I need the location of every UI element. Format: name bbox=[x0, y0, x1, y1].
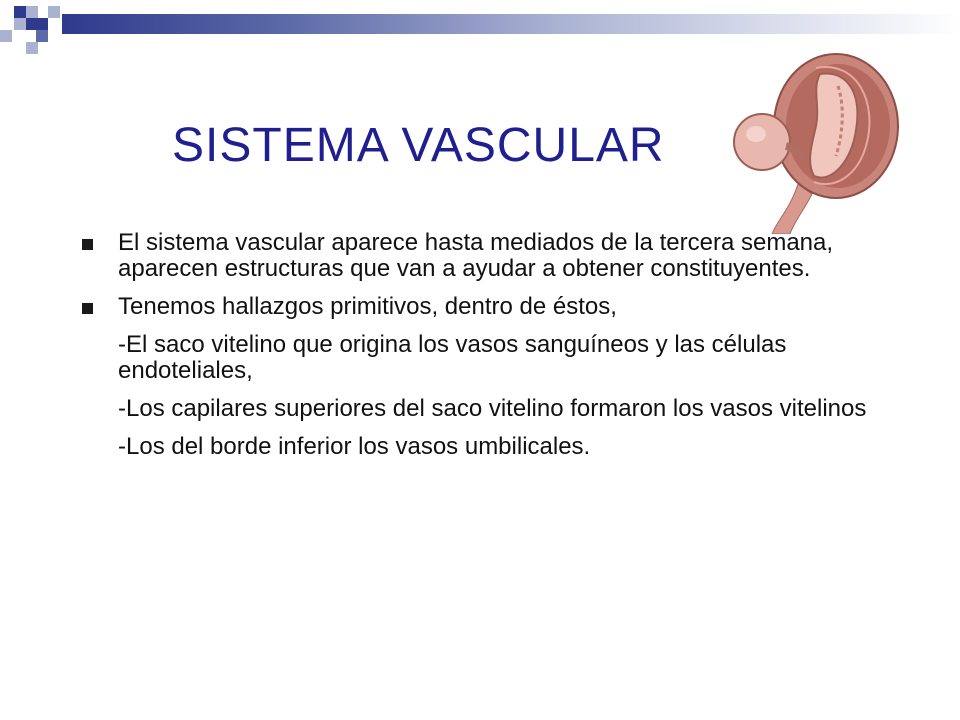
umbilical-stalk bbox=[772, 184, 812, 234]
sub-item-text: -El saco vitelino que origina los vasos sanguíneos y las células endoteliales, bbox=[118, 331, 787, 384]
embryo-illustration bbox=[728, 34, 902, 234]
sub-item bbox=[82, 434, 872, 460]
deco-square bbox=[26, 42, 38, 54]
bullet-text: El sistema vascular aparece hasta mediados de la tercera semana, aparecen estructuras que van a ayudar a obtener constituyentes. bbox=[118, 229, 834, 282]
yolk-sac bbox=[734, 114, 790, 170]
deco-square bbox=[36, 30, 48, 42]
bullet-item bbox=[82, 230, 872, 282]
square-bullet-icon bbox=[82, 303, 93, 314]
deco-square bbox=[48, 6, 60, 18]
sub-item-text: -Los capilares superiores del saco vitelino formaron los vasos vitelinos bbox=[118, 395, 867, 422]
bullet-item bbox=[82, 294, 872, 320]
deco-square bbox=[26, 18, 48, 30]
slide-title: SISTEMA VASCULAR bbox=[172, 119, 665, 172]
deco-square bbox=[26, 6, 38, 18]
sub-item bbox=[82, 396, 872, 422]
sub-item bbox=[82, 332, 872, 384]
deco-square bbox=[14, 6, 26, 18]
deco-square bbox=[14, 18, 26, 30]
yolk-sac-highlight bbox=[746, 126, 766, 142]
header-gradient-bar bbox=[62, 14, 960, 34]
square-bullet-icon bbox=[82, 239, 93, 250]
slide-content bbox=[82, 230, 872, 472]
bullet-text: Tenemos hallazgos primitivos, dentro de éstos, bbox=[118, 293, 617, 320]
deco-square bbox=[0, 30, 12, 42]
sub-item-text: -Los del borde inferior los vasos umbilicales. bbox=[118, 433, 591, 460]
